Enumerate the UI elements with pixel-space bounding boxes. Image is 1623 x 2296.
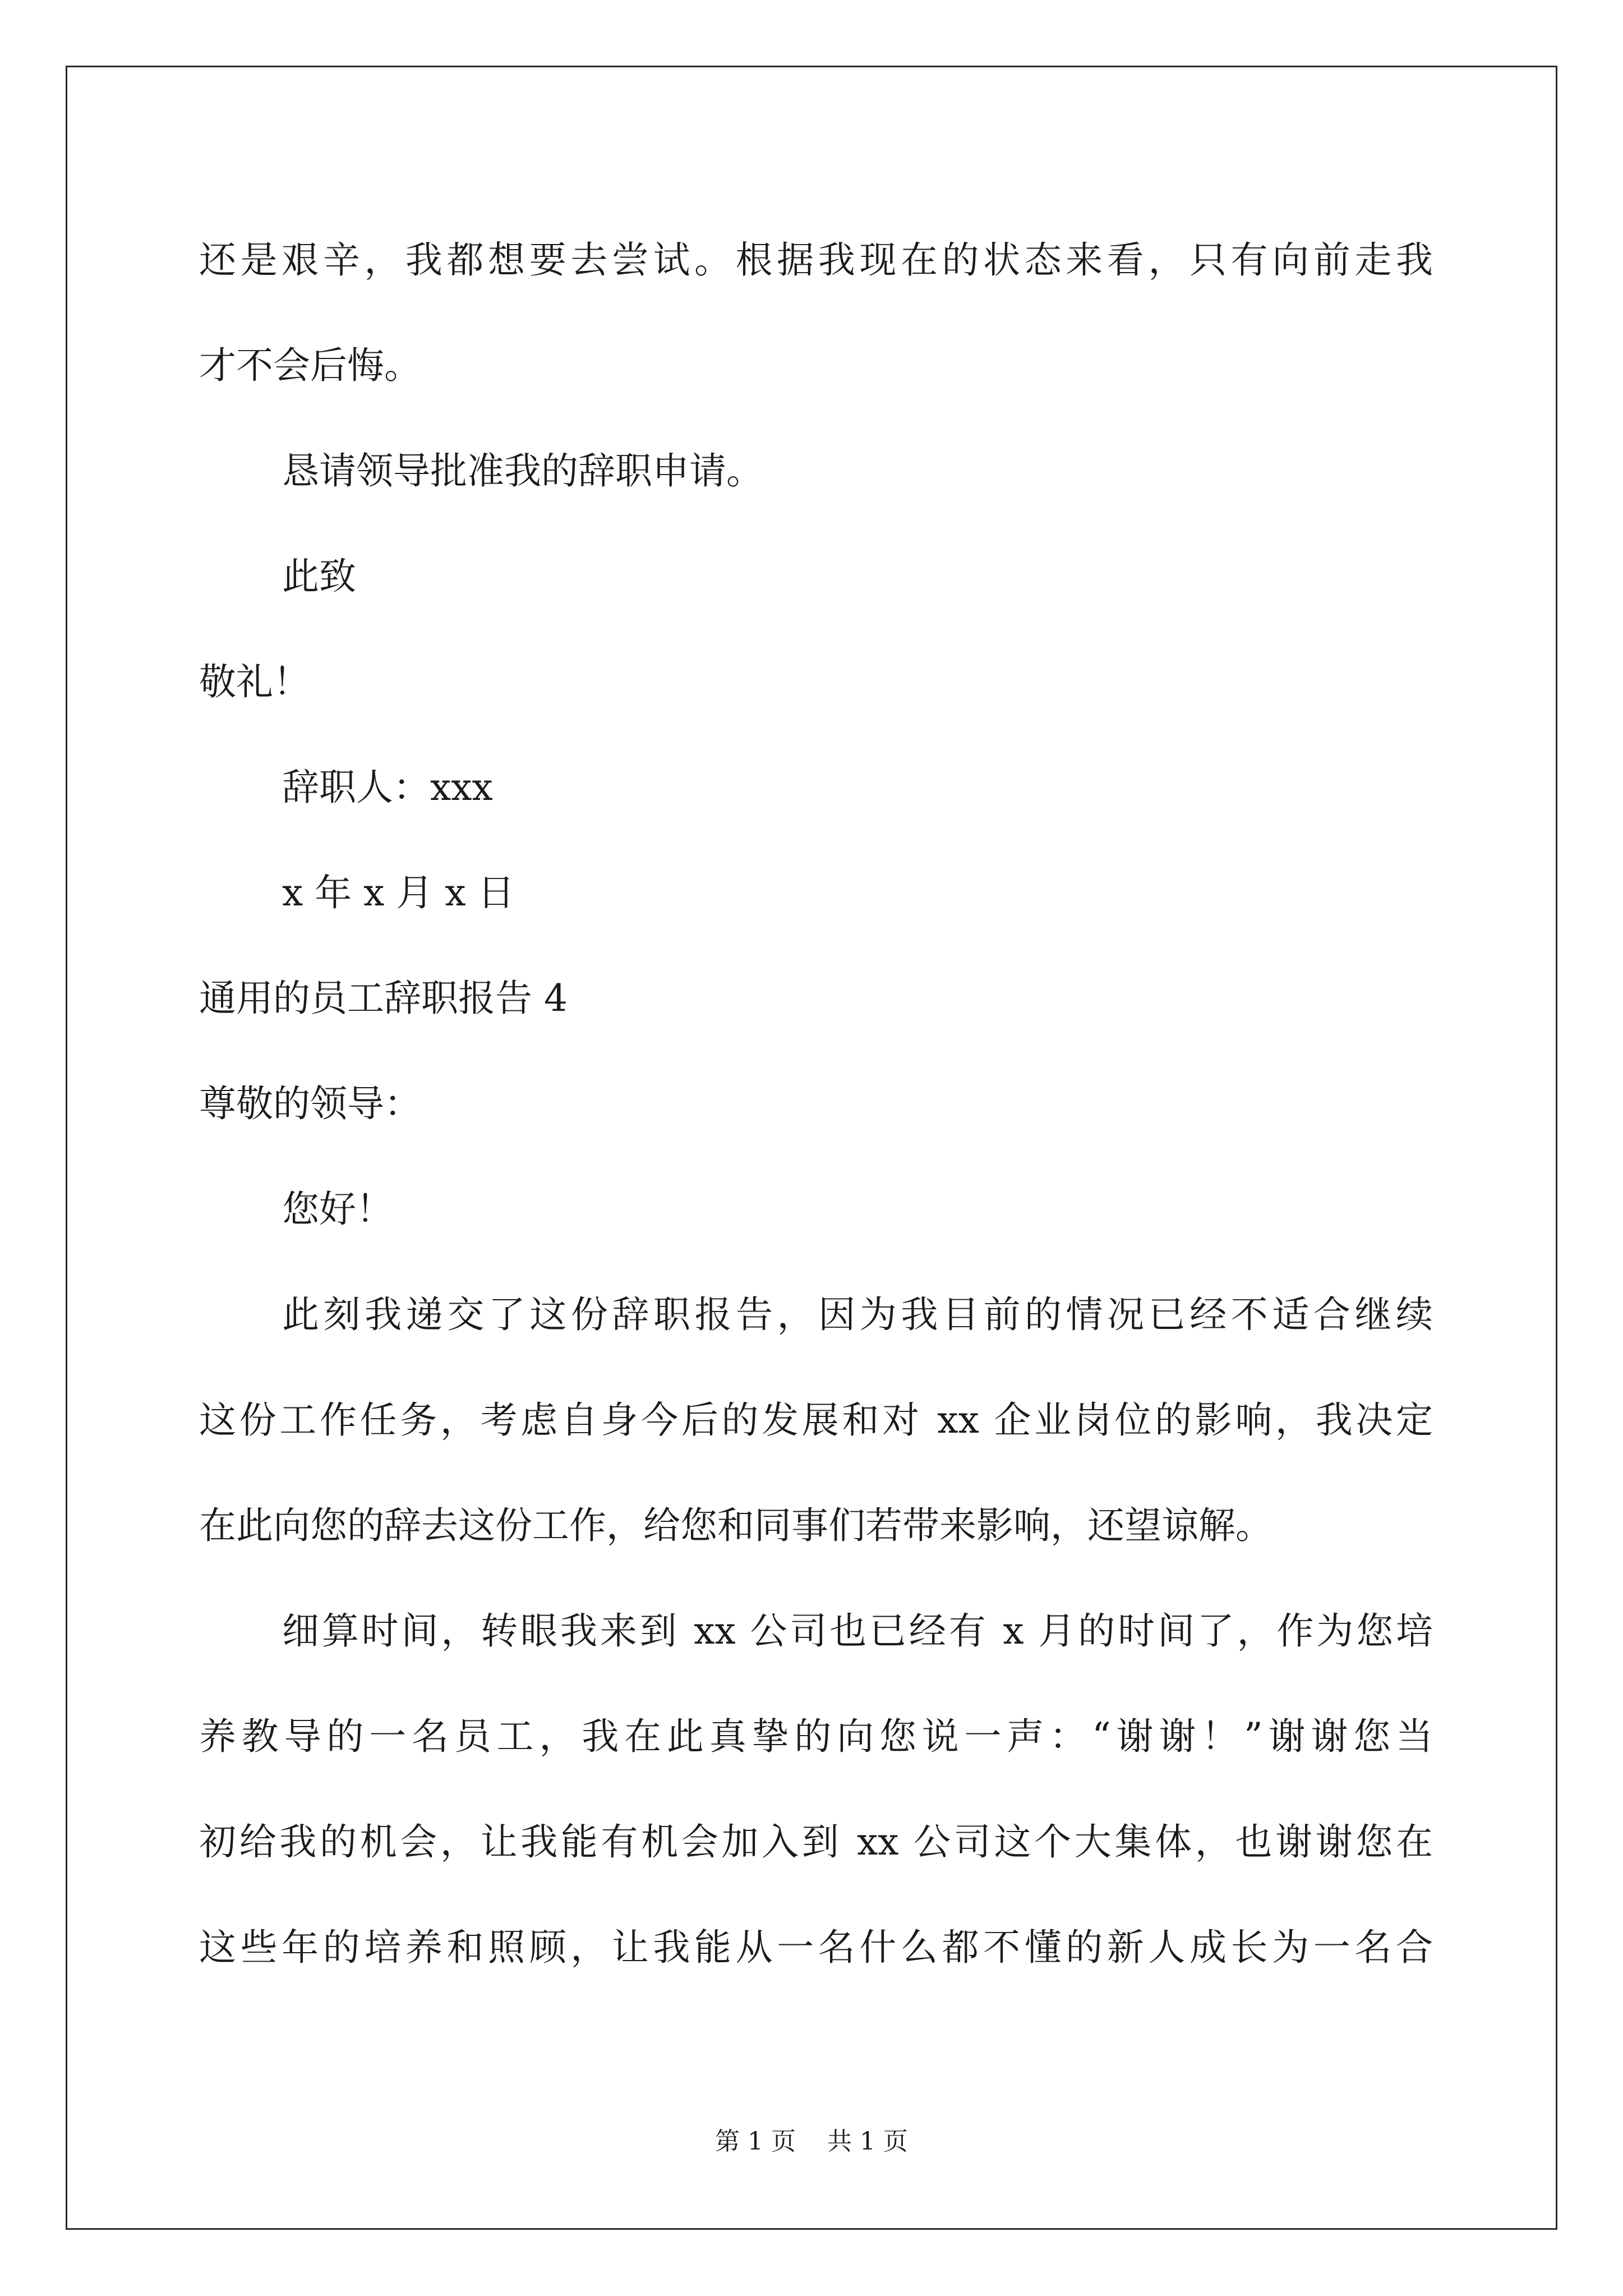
greeting-recipient: 尊敬的领导： xyxy=(199,1082,421,1125)
closing-regards: 敬礼！ xyxy=(199,660,310,703)
paragraph-line: 这些年的培养和照顾，让我能从一名什么都不懂的新人成长为一名合 xyxy=(199,1926,1433,1969)
signature-name: 辞职人：xxx xyxy=(282,766,493,809)
paragraph-line: 此刻我递交了这份辞职报告，因为我目前的情况已经不适合继续 xyxy=(282,1293,1433,1336)
paragraph-line: 才不会后悔。 xyxy=(199,344,421,387)
paragraph-line: 在此向您的辞去这份工作，给您和同事们若带来影响，还望谅解。 xyxy=(199,1504,1272,1547)
closing-salutation: 此致 xyxy=(282,555,356,598)
document-body xyxy=(199,208,1433,2000)
page-footer: 第 1 页 共 1 页 xyxy=(715,2127,908,2156)
paragraph-line: 养教导的一名员工，我在此真挚的向您说一声：“谢谢！”谢谢您当 xyxy=(199,1715,1433,1758)
paragraph-line: 初给我的机会，让我能有机会加入到 xx 公司这个大集体，也谢谢您在 xyxy=(199,1820,1433,1864)
paragraph-line: 细算时间，转眼我来到 xx 公司也已经有 x 月的时间了，作为您培 xyxy=(282,1609,1433,1653)
paragraph-line: 恳请领导批准我的辞职申请。 xyxy=(282,449,763,493)
paragraph-line: 还是艰辛，我都想要去尝试。根据我现在的状态来看，只有向前走我 xyxy=(199,238,1433,282)
greeting: 您好！ xyxy=(282,1188,393,1231)
signature-date: x 年 x 月 x 日 xyxy=(282,871,515,914)
paragraph-line: 这份工作任务，考虑自身今后的发展和对 xx 企业岗位的影响，我决定 xyxy=(199,1398,1433,1442)
section-heading: 通用的员工辞职报告 4 xyxy=(199,977,568,1020)
